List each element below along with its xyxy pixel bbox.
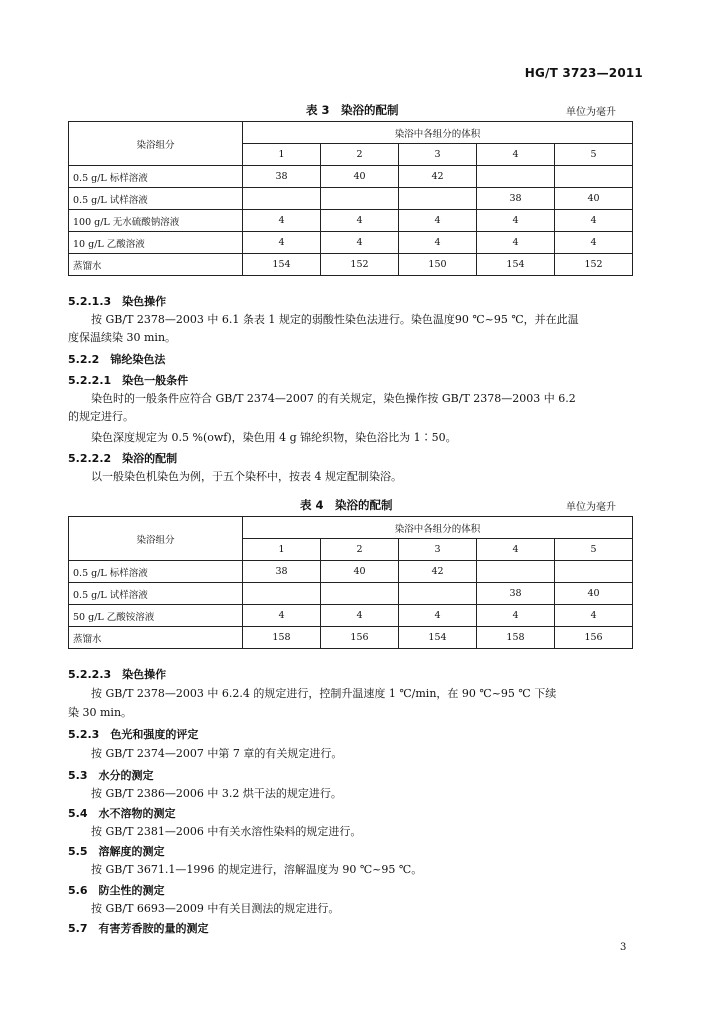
section-heading: 5.2.2.2 染浴的配制: [68, 452, 178, 465]
table-row: [69, 166, 633, 188]
table4-col-header: 1: [243, 539, 321, 561]
paragraph: 按 GB/T 3671.1—1996 的规定进行，溶解温度为 90 ℃~95 ℃。: [91, 863, 423, 876]
paragraph: 按 GB/T 2381—2006 中有关水溶性染料的规定进行。: [91, 825, 362, 838]
cell: 40: [555, 583, 633, 605]
cell: 40: [555, 188, 633, 210]
cell: 154: [399, 627, 477, 649]
table3-row-header: 染浴组分: [69, 122, 243, 166]
cell: 38: [243, 166, 321, 188]
cell: 156: [555, 627, 633, 649]
table3-col-header: 3: [399, 144, 477, 166]
paragraph: 按 GB/T 2378—2003 中 6.2.4 的规定进行，控制升温速度 1 ℃/min，在 90 ℃~95 ℃ 下续: [91, 687, 557, 700]
cell: 4: [477, 210, 555, 232]
row-label: 50 g/L 乙酸铵溶液: [69, 605, 243, 627]
table4-col-header: 4: [477, 539, 555, 561]
cell: [555, 561, 633, 583]
cell: 152: [555, 254, 633, 276]
cell: 152: [321, 254, 399, 276]
cell: 4: [243, 232, 321, 254]
table4-col-header: 5: [555, 539, 633, 561]
cell: 4: [399, 210, 477, 232]
table4-unit: 单位为毫升: [566, 502, 616, 513]
section-heading: 5.7 有害芳香胺的量的测定: [68, 922, 209, 935]
page-number: 3: [620, 942, 627, 953]
row-label: 0.5 g/L 标样溶液: [69, 166, 243, 188]
standard-number: HG/T 3723—2011: [524, 66, 643, 80]
cell: 42: [399, 561, 477, 583]
paragraph: 的规定进行。: [68, 410, 134, 423]
cell: [243, 583, 321, 605]
row-label: 10 g/L 乙酸溶液: [69, 232, 243, 254]
cell: [321, 583, 399, 605]
table-row: [69, 232, 633, 254]
cell: 158: [243, 627, 321, 649]
paragraph: 按 GB/T 2378—2003 中 6.1 条表 1 规定的弱酸性染色法进行。染色温度90 ℃~95 ℃，并在此温: [91, 313, 579, 326]
cell: 38: [243, 561, 321, 583]
row-label: 蒸馏水: [69, 627, 243, 649]
cell: 42: [399, 166, 477, 188]
section-heading: 5.2.2.3 染色操作: [68, 668, 167, 681]
cell: 154: [477, 254, 555, 276]
table-row: [69, 627, 633, 649]
table3-title: 表 3 染浴的配制: [306, 103, 399, 117]
cell: [477, 561, 555, 583]
row-label: 0.5 g/L 标样溶液: [69, 561, 243, 583]
cell: 4: [477, 232, 555, 254]
table4-col-header: 2: [321, 539, 399, 561]
paragraph: 染色深度规定为 0.5 %(owf)，染色用 4 g 锦纶织物，染色浴比为 1∶50。: [91, 431, 457, 444]
table-row: [69, 561, 633, 583]
row-label: 0.5 g/L 试样溶液: [69, 583, 243, 605]
paragraph: 按 GB/T 2386—2006 中 3.2 烘干法的规定进行。: [91, 787, 342, 800]
cell: 40: [321, 166, 399, 188]
cell: [243, 188, 321, 210]
cell: 4: [321, 605, 399, 627]
cell: 4: [321, 210, 399, 232]
cell: [321, 188, 399, 210]
cell: 154: [243, 254, 321, 276]
table-row: [69, 210, 633, 232]
table4-title: 表 4 染浴的配制: [300, 498, 393, 512]
cell: 4: [243, 210, 321, 232]
paragraph: 按 GB/T 2374—2007 中第 7 章的有关规定进行。: [91, 747, 343, 760]
cell: [477, 166, 555, 188]
cell: 4: [555, 605, 633, 627]
cell: 4: [477, 605, 555, 627]
cell: 4: [555, 232, 633, 254]
cell: [555, 166, 633, 188]
table3-col-header: 5: [555, 144, 633, 166]
table4-col-header: 3: [399, 539, 477, 561]
paragraph: 以一般染色机染色为例，于五个染杯中，按表 4 规定配制染浴。: [91, 470, 402, 483]
section-heading: 5.2.1.3 染色操作: [68, 295, 167, 308]
cell: 156: [321, 627, 399, 649]
section-heading: 5.4 水不溶物的测定: [68, 807, 176, 820]
table3-col-header: 4: [477, 144, 555, 166]
paragraph: 染 30 min。: [68, 706, 133, 719]
cell: [399, 583, 477, 605]
table3-unit: 单位为毫升: [566, 107, 616, 118]
cell: 4: [243, 605, 321, 627]
cell: 4: [399, 232, 477, 254]
cell: 4: [321, 232, 399, 254]
paragraph: 度保温续染 30 min。: [68, 331, 177, 344]
cell: 150: [399, 254, 477, 276]
section-heading: 5.5 溶解度的测定: [68, 845, 165, 858]
table3: [68, 121, 633, 276]
cell: 4: [555, 210, 633, 232]
table-row: [69, 583, 633, 605]
section-heading: 5.2.2.1 染色一般条件: [68, 374, 189, 387]
table-row: [69, 188, 633, 210]
row-label: 0.5 g/L 试样溶液: [69, 188, 243, 210]
section-heading: 5.3 水分的测定: [68, 769, 154, 782]
table4-row-header: 染浴组分: [69, 517, 243, 561]
cell: 40: [321, 561, 399, 583]
cell: 4: [399, 605, 477, 627]
table4: [68, 516, 633, 649]
cell: 158: [477, 627, 555, 649]
section-heading: 5.2.3 色光和强度的评定: [68, 728, 199, 741]
row-label: 100 g/L 无水硫酸钠溶液: [69, 210, 243, 232]
table3-col-header: 1: [243, 144, 321, 166]
table-row: [69, 254, 633, 276]
cell: 38: [477, 188, 555, 210]
table4-group-header: 染浴中各组分的体积: [243, 517, 633, 539]
cell: 38: [477, 583, 555, 605]
section-heading: 5.6 防尘性的测定: [68, 884, 165, 897]
paragraph: 按 GB/T 6693—2009 中有关目测法的规定进行。: [91, 902, 340, 915]
section-heading: 5.2.2 锦纶染色法: [68, 353, 166, 366]
table3-col-header: 2: [321, 144, 399, 166]
table3-group-header: 染浴中各组分的体积: [243, 122, 633, 144]
row-label: 蒸馏水: [69, 254, 243, 276]
cell: [399, 188, 477, 210]
paragraph: 染色时的一般条件应符合 GB/T 2374—2007 的有关规定，染色操作按 GB/T 2378—2003 中 6.2: [91, 392, 576, 405]
table-row: [69, 605, 633, 627]
